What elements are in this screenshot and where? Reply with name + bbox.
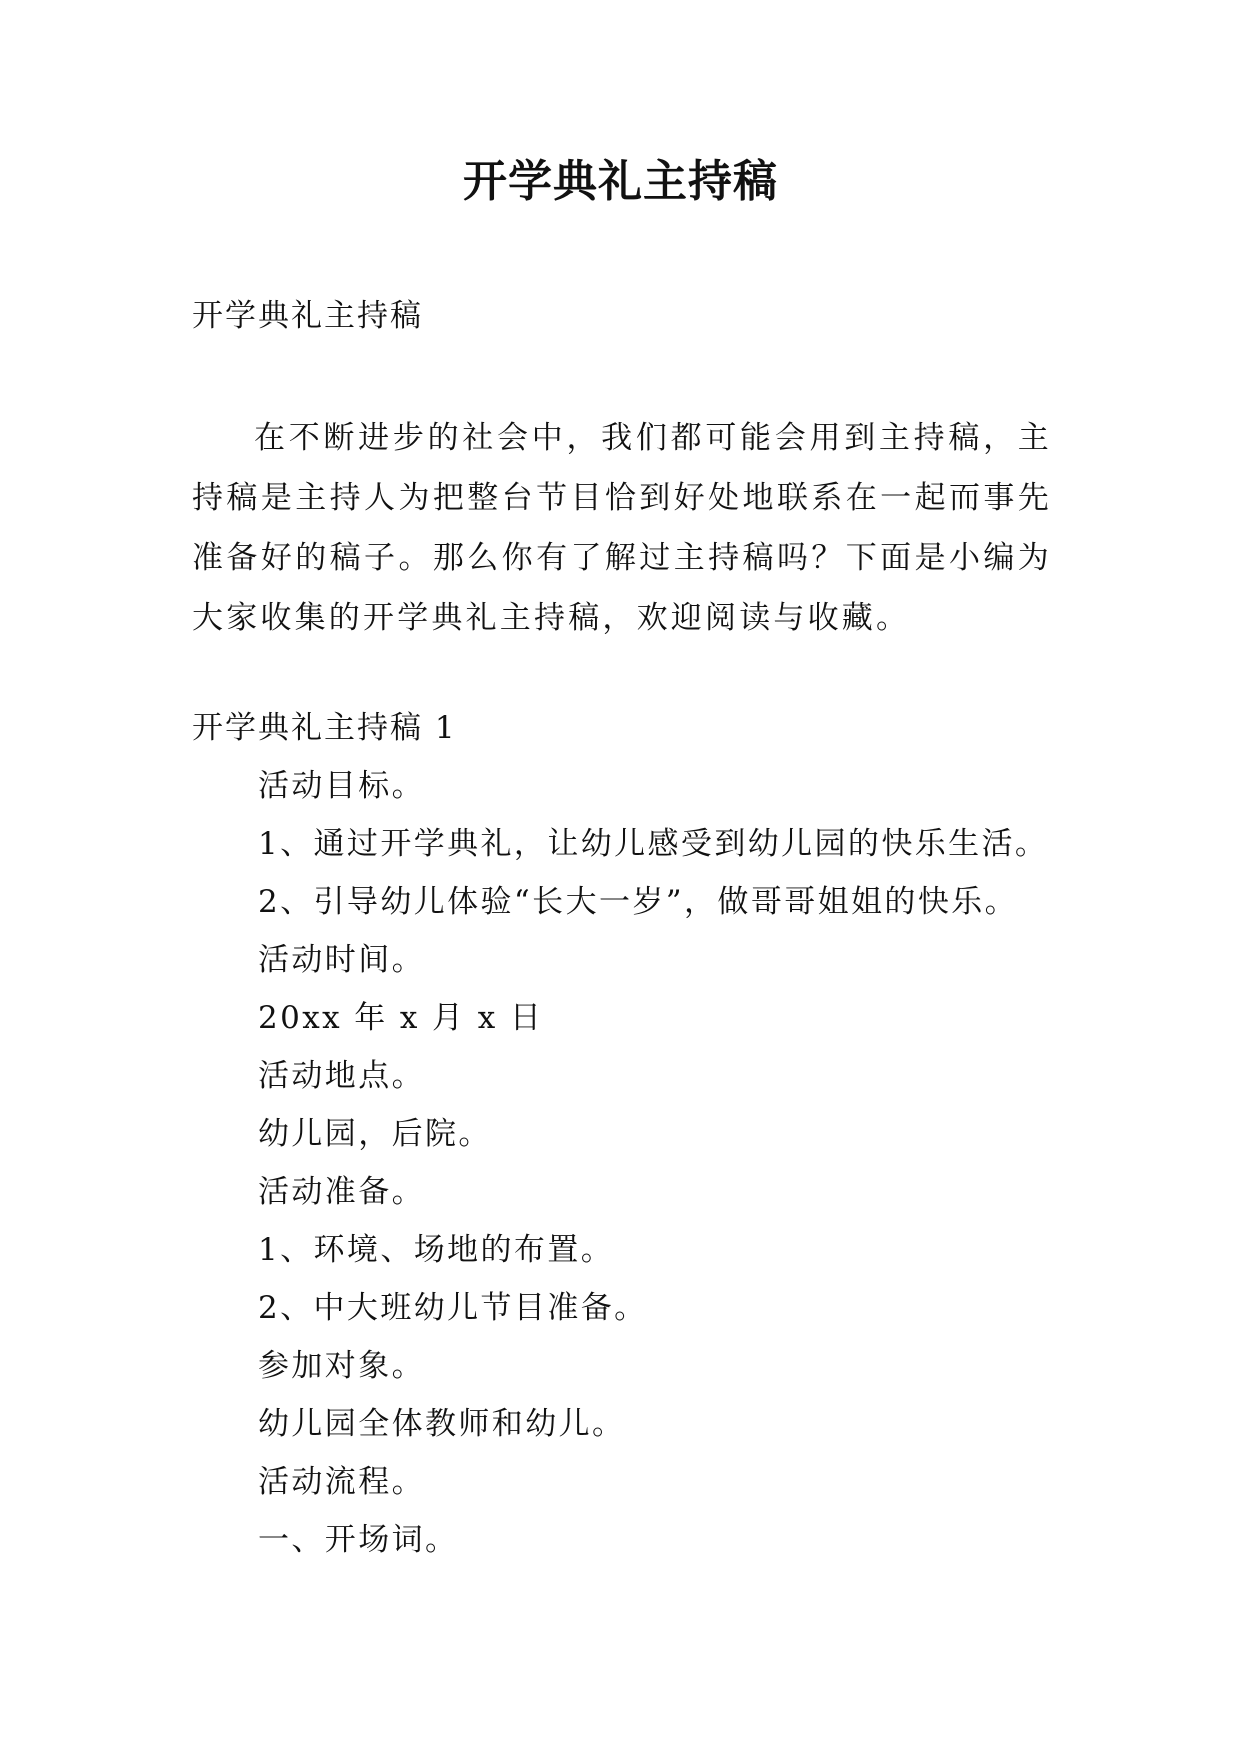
list-item: 一、开场词。 <box>258 1522 459 1558</box>
list-item: 2、中大班幼儿节目准备。 <box>258 1290 648 1326</box>
list-item: 1、环境、场地的布置。 <box>258 1232 615 1268</box>
activity-item-list <box>258 766 1048 1578</box>
list-item: 20xx 年 x 月 x 日 <box>258 1000 544 1036</box>
list-item: 活动流程。 <box>258 1464 425 1500</box>
list-item: 幼儿园，后院。 <box>258 1116 492 1152</box>
intro-paragraph: 在不断进步的社会中，我们都可能会用到主持稿，主持稿是主持人为把整台节目恰到好处地联系在一起而事先准备好的稿子。那么你有了解过主持稿吗？下面是小编为大家收集的开学典礼主持稿，欢迎阅读与收藏。 <box>192 420 1052 636</box>
list-item: 活动准备。 <box>258 1174 425 1210</box>
list-item: 1、通过开学典礼，让幼儿感受到幼儿园的快乐生活。 <box>258 826 1049 862</box>
list-item: 活动时间。 <box>258 942 425 978</box>
list-item: 活动地点。 <box>258 1058 425 1094</box>
list-item: 幼儿园全体教师和幼儿。 <box>258 1406 626 1442</box>
section-heading: 开学典礼主持稿 1 <box>192 710 457 746</box>
list-item: 参加对象。 <box>258 1348 425 1384</box>
list-item: 2、引导幼儿体验“长大一岁”，做哥哥姐姐的快乐。 <box>258 884 1019 920</box>
document-subtitle: 开学典礼主持稿 <box>192 298 423 334</box>
list-item: 活动目标。 <box>258 768 425 804</box>
document-title: 开学典礼主持稿 <box>463 156 778 207</box>
